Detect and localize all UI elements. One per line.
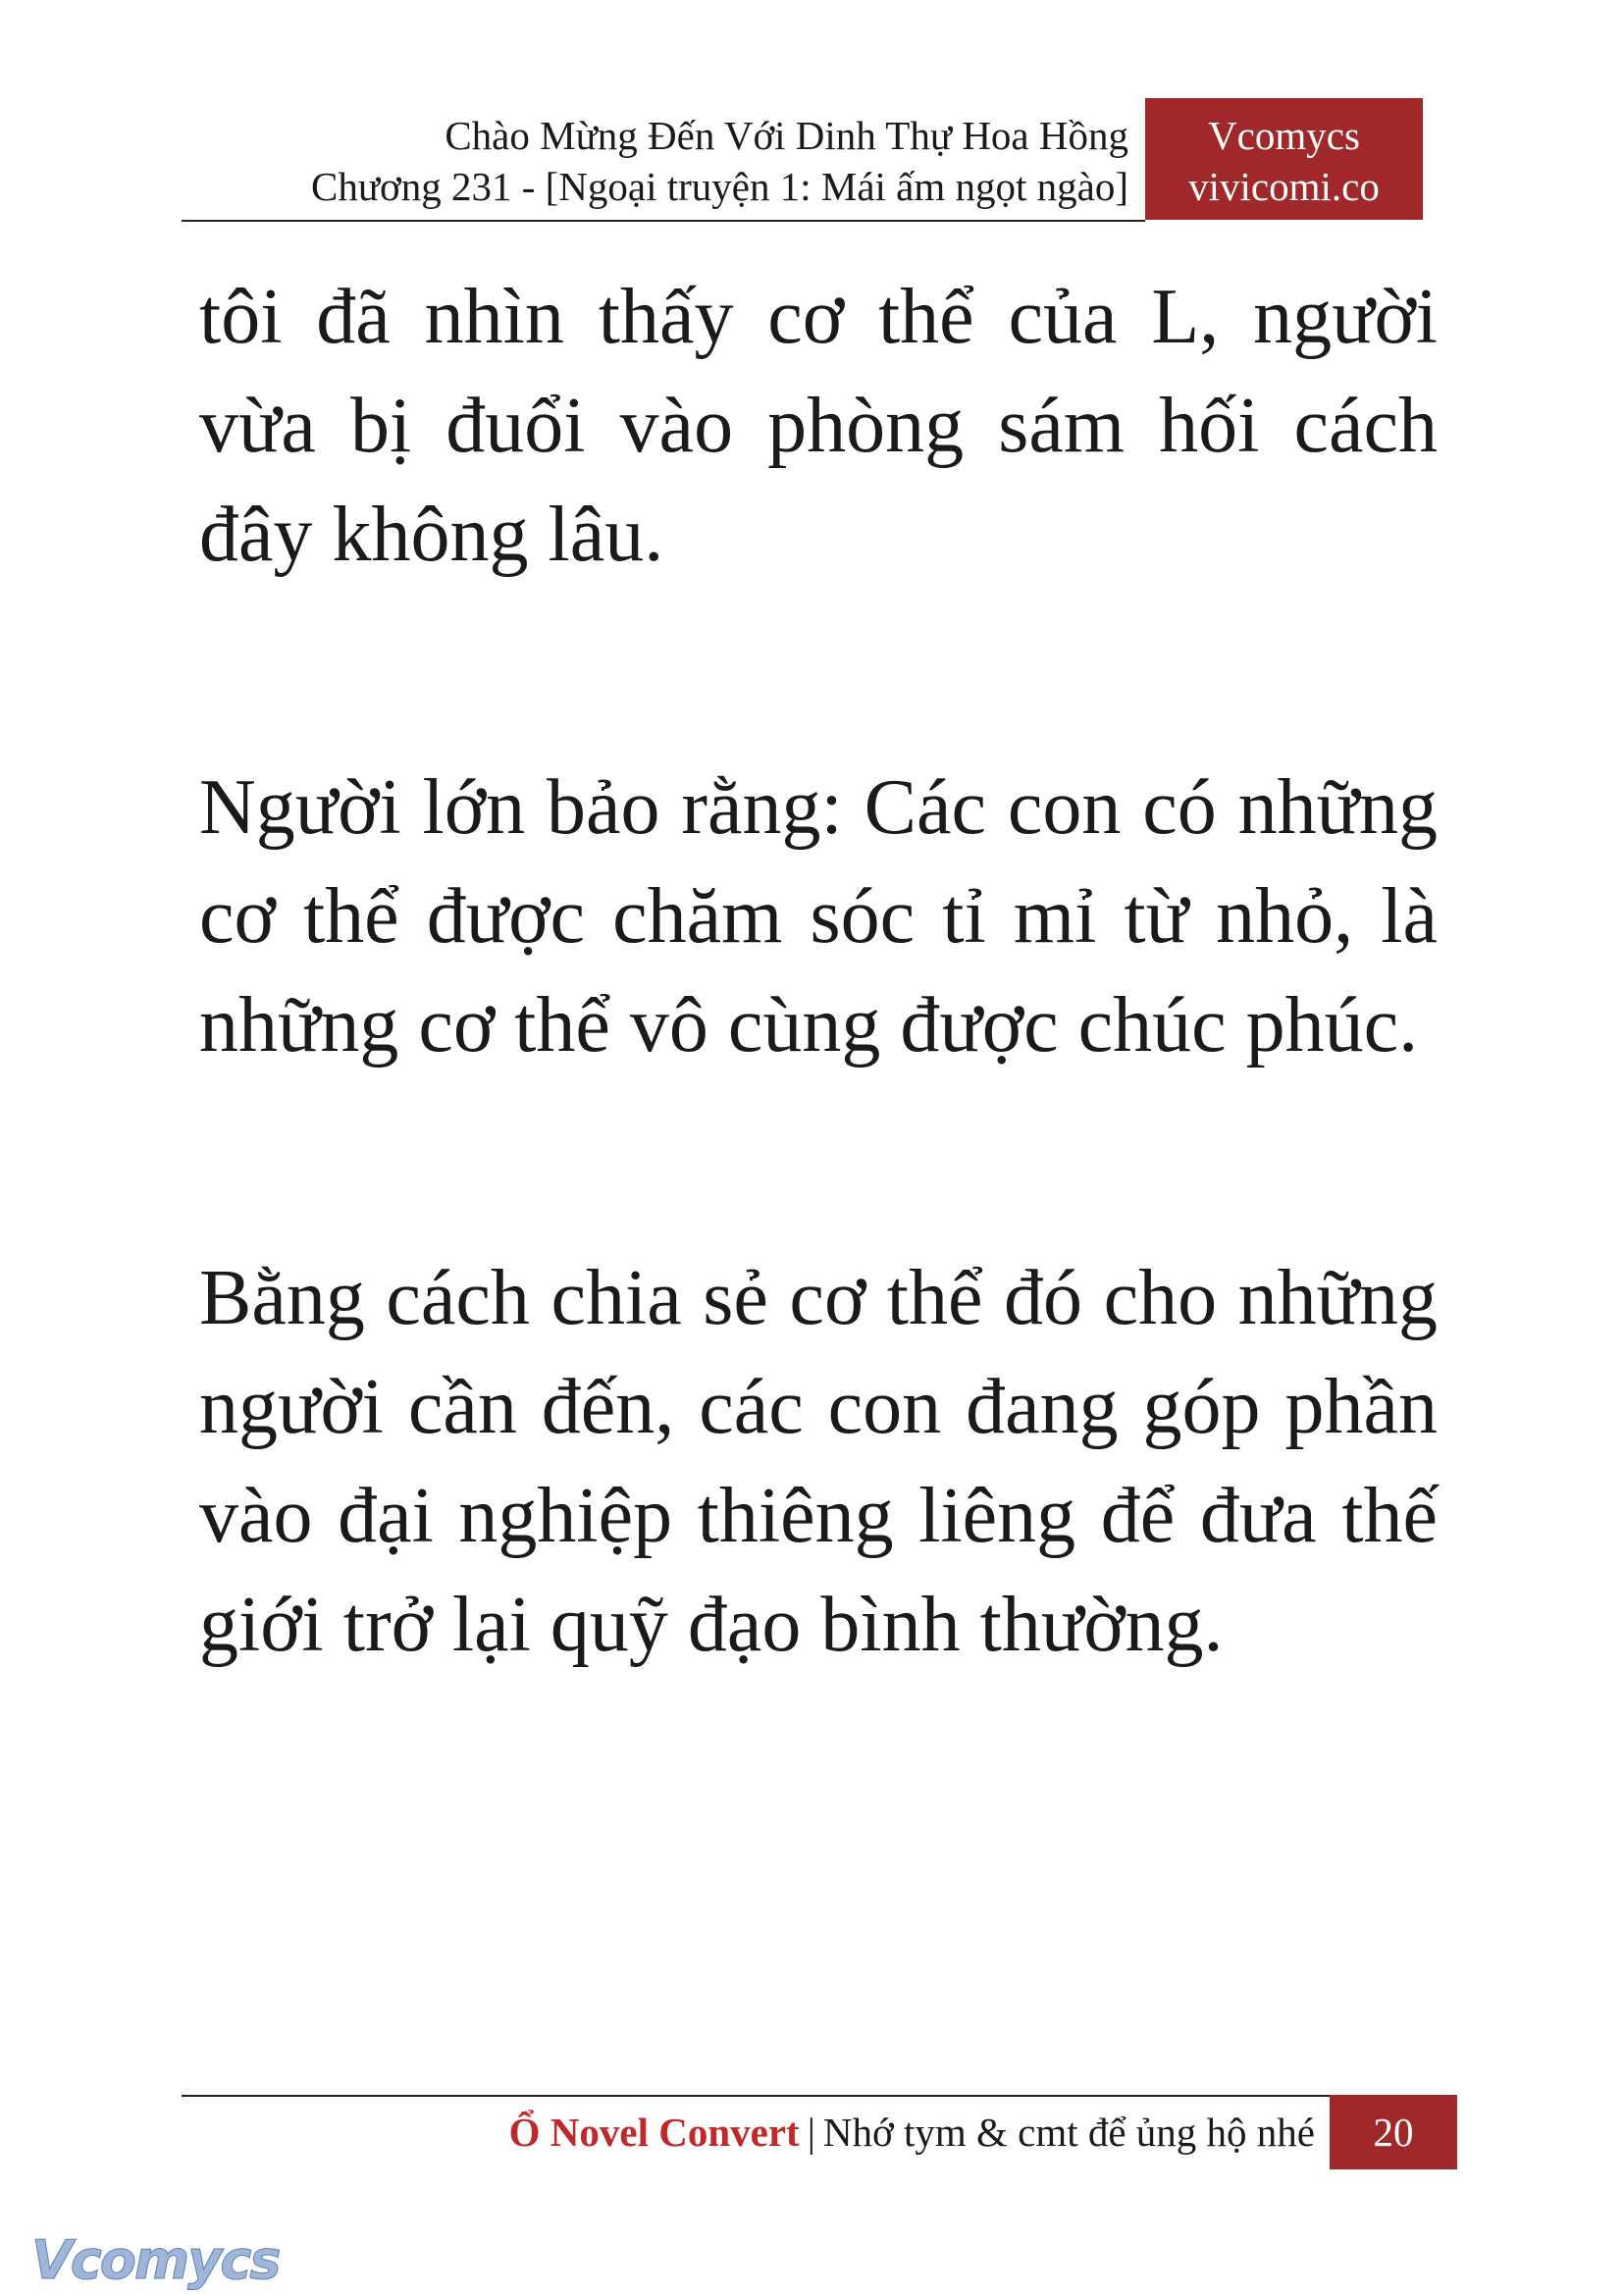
page-footer [182, 2095, 1457, 2169]
paragraph-3: Bằng cách chia sẻ cơ thể đó cho những người cần đến, các con đang góp phần vào đại nghiệp thiêng liêng để đưa thế giới trở lại quỹ đạo bình thường. [199, 1255, 1438, 1668]
footer-message: Nhớ tym & cmt để ủng hộ nhé [822, 2110, 1315, 2155]
footer-text [509, 2107, 1315, 2158]
header-brand-box [1145, 98, 1423, 220]
footer-divider [182, 2095, 1330, 2097]
watermark-logo: Vcomycs [31, 2229, 280, 2291]
footer-brand: Ổ Novel Convert [508, 2110, 800, 2155]
paragraph-1: tôi đã nhìn thấy cơ thể của L, người vừa bị đuổi vào phòng sám hối cách đây không lâu. [199, 274, 1438, 578]
paragraph-2: Người lớn bảo rằng: Các con có những cơ thể được chăm sóc tỉ mỉ từ nhỏ, là những cơ thể vô cùng được chúc phúc. [199, 764, 1438, 1069]
page-header [182, 96, 1423, 222]
brand-site: vivicomi.co [1188, 164, 1380, 209]
brand-name: Vcomycs [1208, 113, 1360, 158]
page-number: 20 [1330, 2095, 1457, 2169]
footer-separator: | [807, 2110, 815, 2155]
header-divider [182, 220, 1145, 222]
page-body [199, 263, 1438, 1844]
chapter-title: Chương 231 - [Ngoại truyện 1: Mái ấm ngọt ngào] [310, 164, 1128, 209]
header-text [311, 110, 1128, 212]
book-title: Chào Mừng Đến Với Dinh Thự Hoa Hồng [445, 113, 1128, 158]
